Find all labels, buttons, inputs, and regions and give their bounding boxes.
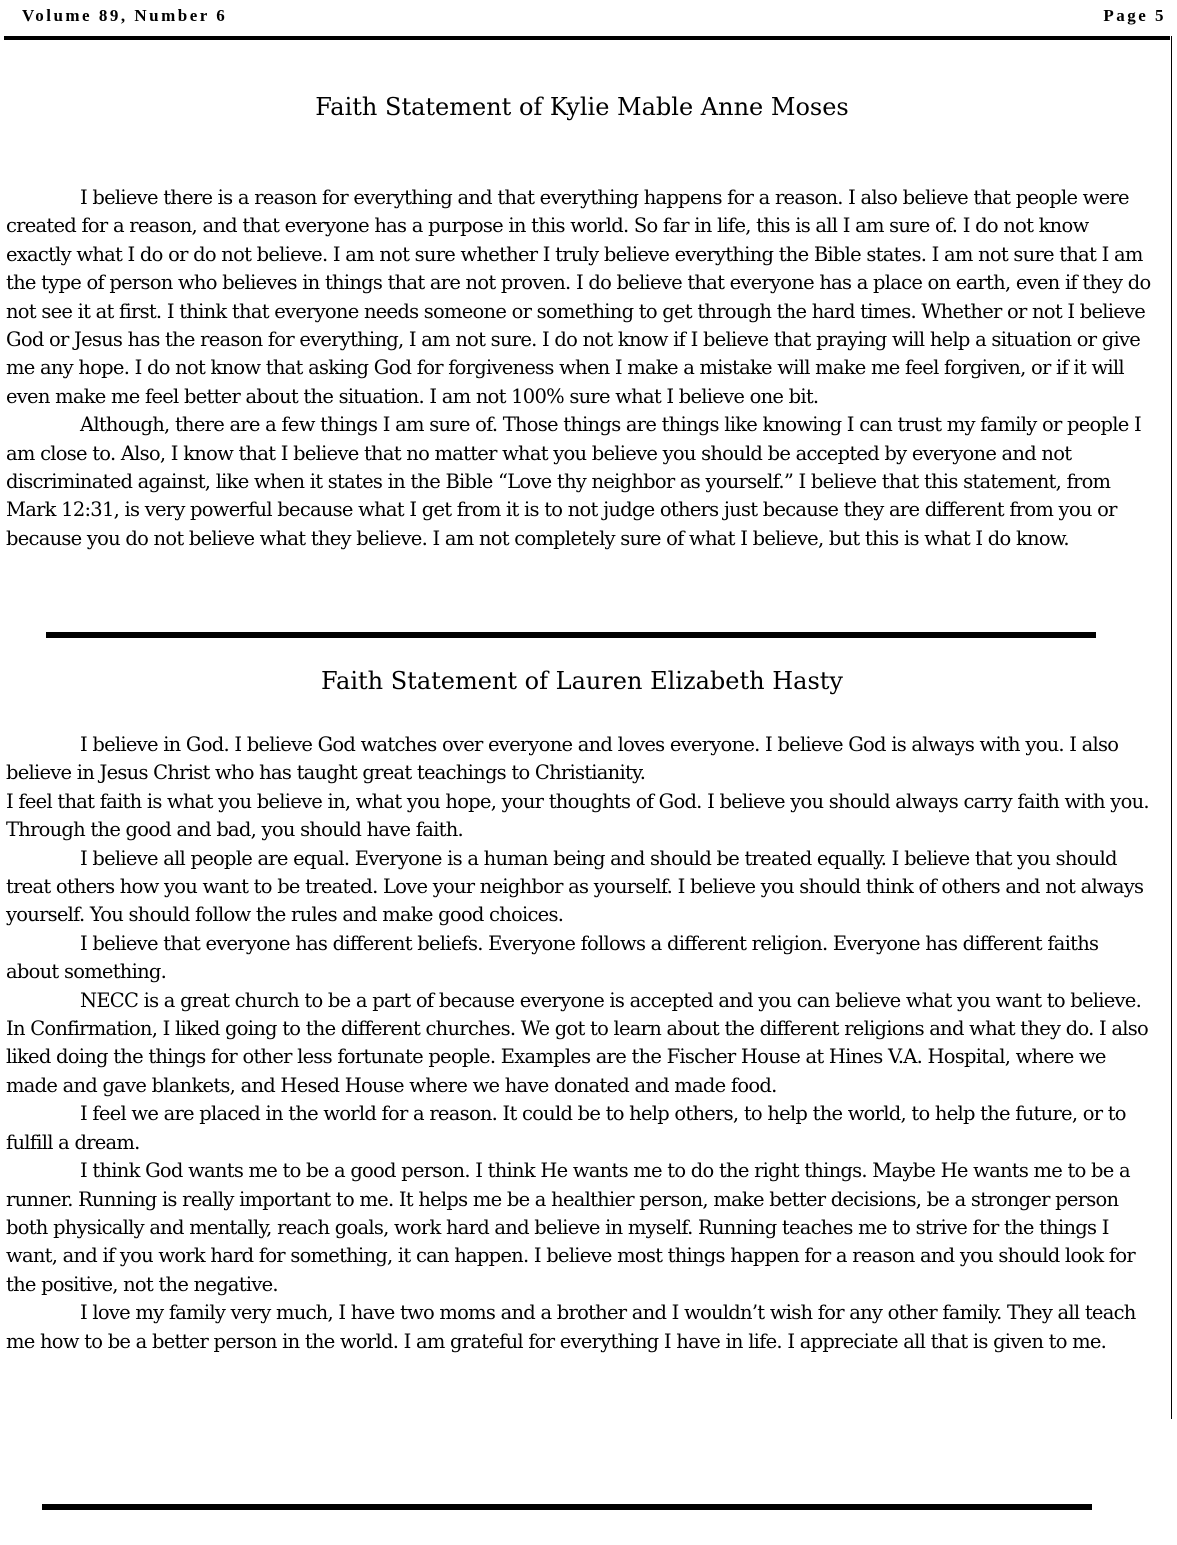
paragraph: I believe in God. I believe God watches over everyone and loves everyone. I believe God is always with you. I also believe in Jesus Christ who has taught great teachings to Christianity.	[6, 733, 1119, 785]
paragraph: I think God wants me to be a good person. I think He wants me to do the right things. Maybe He wants me to be a runner. Running is really important to me. It helps me be a healthier person, make better decisions, be a stronger person both physically and mentally, reach goals, work hard and believe in myself. Running teaches me to strive for the things I want, and if you work hard for something, it can happen. I believe most things happen for a reason and you should look for the positive, not the negative.	[6, 1159, 1135, 1296]
paragraph: NECC is a great church to be a part of because everyone is accepted and you can believe what you want to believe. In Confirmation, I liked going to the different churches. We got to learn about the different religions and what they do. I also liked doing the things for other less fortunate people. Examples are the Fischer House at Hines V.A. Hospital, where we made and gave blankets, and Hesed House where we have donated and made food.	[6, 988, 1148, 1097]
paragraph: I believe all people are equal. Everyone is a human being and should be treated equally. I believe that you should treat others how you want to be treated. Love your neighbor as yourself. I believe you should think of others and not always yourself. You should follow the rules and make good choices.	[6, 846, 1144, 927]
paragraph: I feel that faith is what you believe in, what you hope, your thoughts of God. I believe you should always carry faith with you. Through the good and bad, you should have faith.	[6, 789, 1149, 842]
page-number: Page 5	[1103, 6, 1166, 25]
paragraph: I believe there is a reason for everything and that everything happens for a reason. I also believe that people were created for a reason, and that everyone has a purpose in this world. So far in life, this is all I am sure of. I do not know exactly what I do or do not believe. I am not sure whether I truly believe everything the Bible states. I am not sure that I am the type of person who believes in things that are not proven. I do believe that everyone has a place on earth, even if they do not see it at first. I think that everyone needs someone or something to get through the hard times. Whether or not I believe God or Jesus has the reason for everything, I am not sure. I do not know if I believe that praying will help a situation or give me any hope. I do not know that asking God for forgiveness when I make a mistake will make me feel forgiven, or if it will even make me feel better about the situation. I am not 100% sure what I believe one bit.	[6, 186, 1151, 408]
bottom-divider	[42, 1504, 1092, 1510]
paragraph: Although, there are a few things I am sure of. Those things are things like knowing I can trust my family or people I am close to. Also, I know that I believe that no matter what you believe you should be accepted by everyone and not discriminated against, like when it states in the Bible “Love thy neighbor as yourself.” I believe that this statement, from Mark 12:31, is very powerful because what I get from it is to not judge others just because they are different from you or because you do not believe what they believe. I am not completely sure of what I believe, but this is what I do know.	[6, 413, 1141, 550]
section-divider	[46, 632, 1096, 638]
page-header	[4, 0, 1170, 40]
section-title-moses: Faith Statement of Kylie Mable Anne Moses	[315, 93, 849, 121]
paragraph: I feel we are placed in the world for a reason. It could be to help others, to help the world, to help the future, or to fulfill a dream.	[6, 1102, 1126, 1154]
right-margin-rule	[1171, 36, 1172, 1419]
volume-number: Volume 89, Number 6	[22, 6, 228, 25]
section-body-hasty	[6, 731, 1154, 1356]
section-body-moses	[6, 184, 1154, 553]
paragraph: I love my family very much, I have two moms and a brother and I wouldn’t wish for any other family. They all teach me how to be a better person in the world. I am grateful for everything I have in life. I appreciate all that is given to me.	[6, 1301, 1136, 1353]
section-title-hasty: Faith Statement of Lauren Elizabeth Hasty	[321, 667, 843, 695]
paragraph: I believe that everyone has different beliefs. Everyone follows a different religion. Everyone has different faiths about something.	[6, 931, 1099, 984]
